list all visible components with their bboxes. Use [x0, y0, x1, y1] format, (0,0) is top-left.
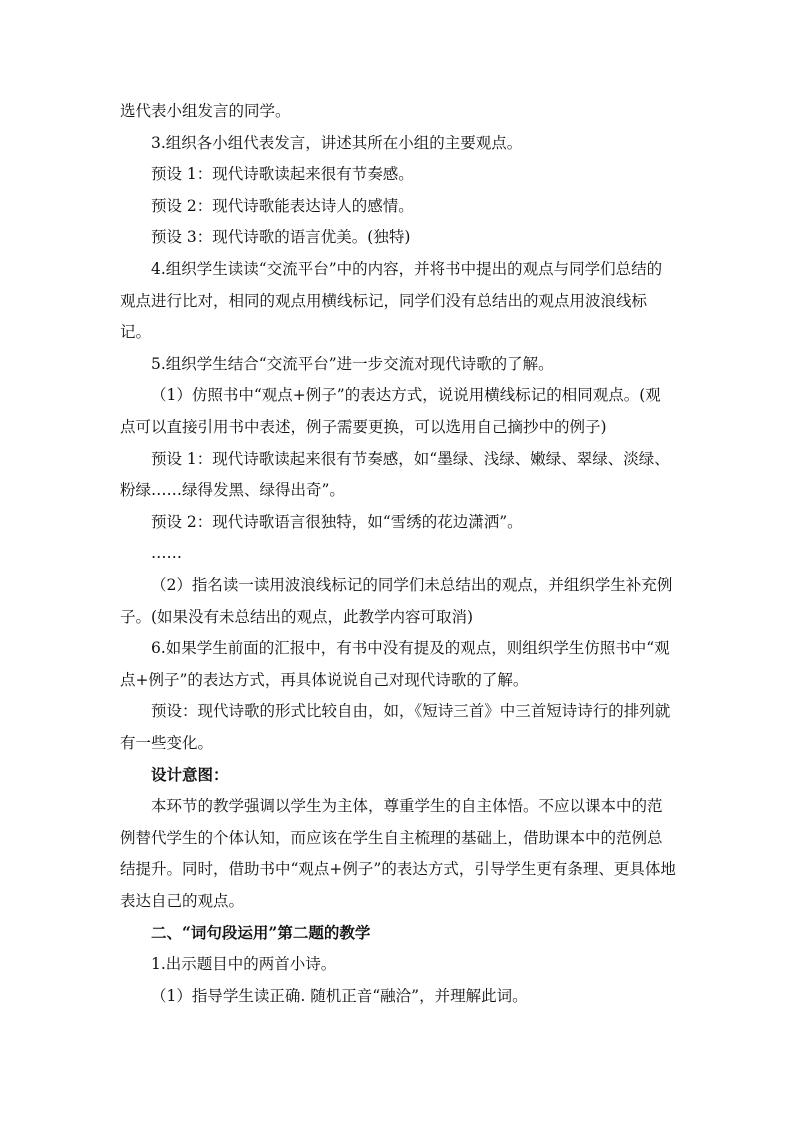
- section-heading-2: 二、“词句段运用”第二题的教学: [151, 923, 371, 943]
- paragraph-12: （2）指名读一读用波浪线标记的同学们未总结出的观点，并组织学生补充例子。(如果没有未总结出的观点，此教学内容可取消): [120, 575, 673, 626]
- paragraph-14: 预设：现代诗歌的形式比较自由，如，《短诗三首》中三首短诗诗行的排列就有一些变化。: [120, 702, 671, 752]
- paragraph-3: 预设 1：现代诗歌读起来很有节奏感。: [151, 165, 414, 184]
- paragraph-2: 3.组织各小组代表发言，讲述其所在小组的主要观点。: [151, 133, 523, 152]
- paragraph-8: （1）仿照书中“观点+例子”的表达方式，说说用横线标记的相同观点。(观点可以直接引用书中表述，例子需要更换，可以选用自己摘抄中的例子): [120, 386, 661, 436]
- document-body: [120, 96, 676, 1012]
- paragraph-19: （1）指导学生读正确. 随机正音“融洽”，并理解此词。: [151, 986, 528, 1005]
- paragraph-18: 1.出示题目中的两首小诗。: [151, 955, 337, 974]
- paragraph-1: 选代表小组发言的同学。: [120, 102, 291, 120]
- paragraph-9: 预设 1：现代诗歌读起来很有节奏感，如“墨绿、浅绿、嫩绿、翠绿、淡绿、粉绿……绿得发黑、绿得出奇”。: [120, 449, 670, 500]
- paragraph-6: 4.组织学生读读“交流平台”中的内容，并将书中提出的观点与同学们总结的观点进行比对，相同的观点用横线标记，同学们没有总结出的观点用波浪线标记。: [120, 259, 663, 342]
- paragraph-11: ……: [151, 544, 182, 563]
- section-heading-design-intent: 设计意图：: [151, 765, 229, 785]
- paragraph-5: 预设 3：现代诗歌的语言优美。(独特): [151, 228, 411, 247]
- paragraph-7: 5.组织学生结合“交流平台”进一步交流对现代诗歌的了解。: [151, 354, 554, 373]
- paragraph-16: 本环节的教学强调以学生为主体，尊重学生的自主体悟。不应以课本中的范例替代学生的个体认知，而应该在学生自主梳理的基础上，借助课本中的范例总结提升。同时，借助书中“观点+例子”的表达方式，引导学生更有条理、更具体地表达自己的观点。: [120, 797, 676, 910]
- paragraph-10: 预设 2：现代诗歌语言很独特，如“雪绣的花边潇洒”。: [151, 512, 523, 531]
- paragraph-4: 预设 2：现代诗歌能表达诗人的感情。: [151, 196, 414, 215]
- paragraph-13: 6.如果学生前面的汇报中，有书中没有提及的观点，则组织学生仿照书中“观点+例子”的表达方式，再具体说说自己对现代诗歌的了解。: [120, 639, 670, 689]
